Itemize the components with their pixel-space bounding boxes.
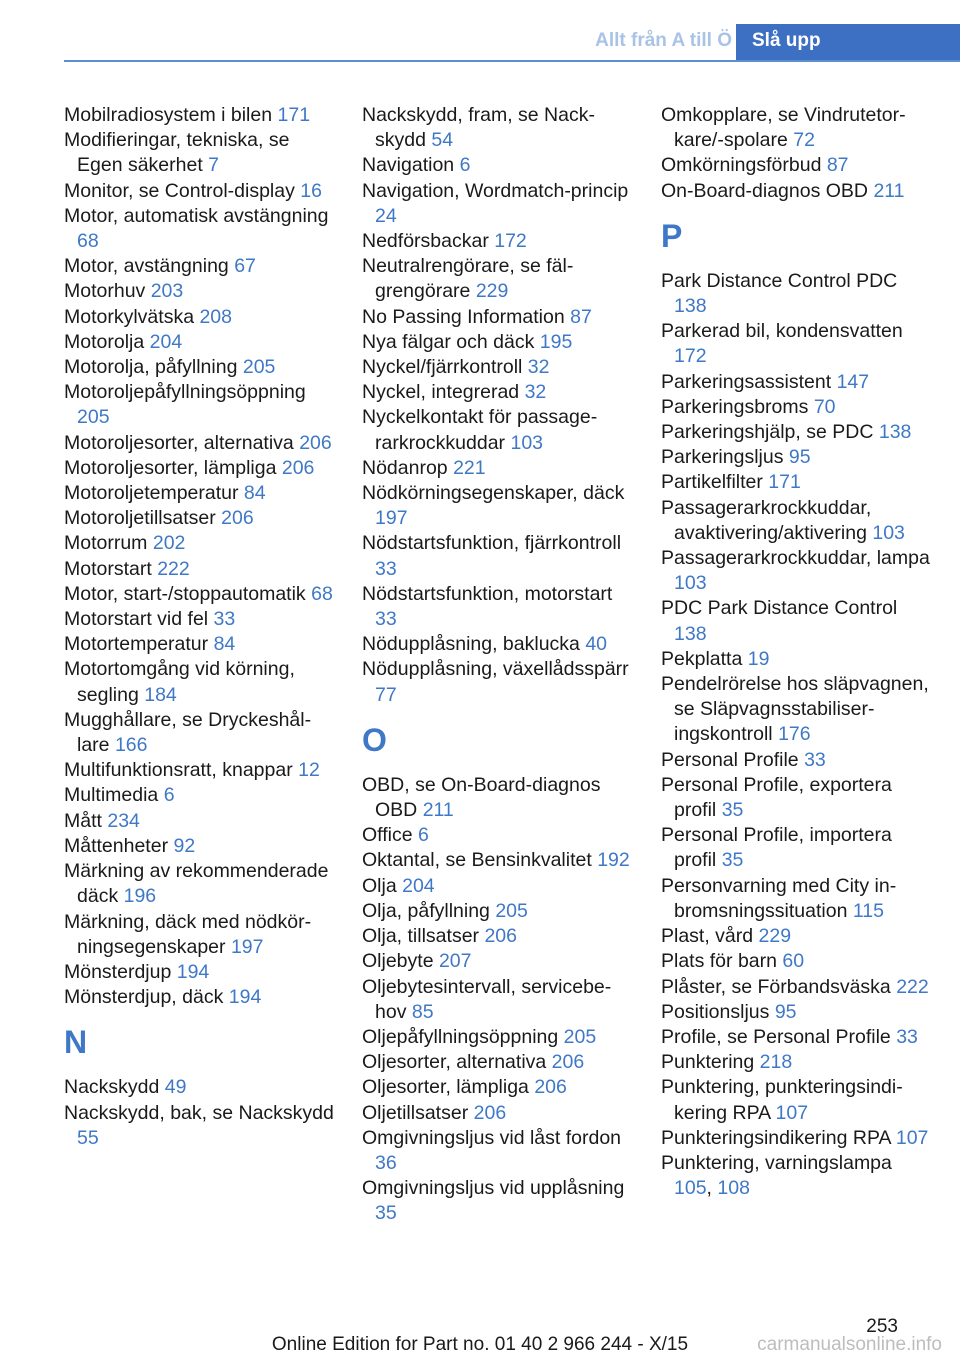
index-entry-term: Park Distance Control PDC	[661, 269, 898, 292]
index-entry-term: Nödstartsfunktion, fjärrkontroll	[362, 532, 622, 555]
index-entry	[362, 456, 632, 481]
index-entry-term: Motoroljetemperatur	[64, 482, 244, 505]
page-reference-link[interactable]: 147	[836, 370, 870, 393]
index-entry-term: Motorstart	[64, 557, 158, 580]
footer-edition: Online Edition for Part no. 01 40 2 966 244 - X/15	[271, 1334, 689, 1355]
page-reference-link[interactable]: 103	[872, 521, 905, 544]
index-entry	[64, 179, 334, 204]
index-entry-term: Plats för barn	[661, 950, 783, 973]
reference-separator: ,	[706, 1177, 718, 1200]
page-reference-link[interactable]: 16	[300, 179, 322, 202]
index-entry	[661, 1000, 931, 1025]
index-entry	[64, 531, 334, 556]
index-entry-term: Motorkylvätska	[64, 305, 200, 328]
page-reference-link[interactable]: 32	[527, 356, 550, 379]
index-entry	[64, 279, 334, 304]
page-reference-link[interactable]: 72	[793, 129, 815, 152]
index-entry	[661, 1050, 931, 1075]
index-entry	[362, 899, 632, 924]
index-entry	[661, 420, 931, 445]
index-entry-term: Märkning, däck med nödkörningsegenskaper	[64, 910, 312, 958]
index-entry	[64, 607, 334, 632]
index-entry	[362, 632, 632, 657]
page-reference-link[interactable]: 92	[173, 834, 196, 857]
index-entry-term: Parkeringshjälp, se PDC	[661, 421, 879, 444]
index-entry	[661, 269, 931, 319]
index-entry-term: Nackskydd, fram, se Nackskydd	[362, 104, 595, 152]
index-entry	[64, 834, 334, 859]
index-entry-term: Oljesorter, lämpliga	[362, 1076, 535, 1099]
index-entry	[64, 632, 334, 657]
index-entry-term: Motortemperatur	[64, 633, 214, 656]
index-entry-term: Motor, avstängning	[64, 255, 235, 278]
page-reference-link[interactable]: 166	[114, 734, 148, 757]
index-entry-term: Motortomgång vid körning, segling	[64, 658, 295, 706]
index-entry	[362, 582, 632, 632]
index-entry-term: Punktering	[661, 1051, 760, 1074]
page-reference-link[interactable]: 49	[164, 1076, 187, 1099]
index-entry-term: Oljebytesintervall, servicebehov	[362, 975, 612, 1023]
index-entry	[362, 1075, 632, 1100]
page-reference-link[interactable]: 19	[747, 647, 770, 670]
index-entry	[362, 1050, 632, 1075]
index-entry-term: Plåster, se Förbandsväska	[661, 975, 897, 998]
index-entry	[64, 708, 334, 758]
index-entry	[64, 103, 334, 128]
index-entry	[362, 1126, 632, 1176]
index-entry	[661, 647, 931, 672]
page-reference-link[interactable]: 203	[150, 280, 184, 303]
index-entry-term: Passagerarkrockkuddar, lampa	[661, 547, 930, 570]
index-entry-term: Motoroljepåfyllningsöppning	[64, 381, 306, 404]
index-entry	[64, 758, 334, 783]
index-entry	[64, 859, 334, 909]
index-column-1	[64, 103, 334, 1151]
page-reference-link[interactable]: 206	[299, 431, 332, 454]
index-entry-term: Neutralrengörare, se fälgrengörare	[362, 255, 574, 303]
page-reference-link[interactable]: 87	[570, 305, 592, 328]
index-entry	[362, 179, 632, 229]
index-entry	[64, 809, 334, 834]
page-reference-link[interactable]: 84	[213, 633, 236, 656]
page-reference-link[interactable]: 206	[484, 925, 517, 948]
index-entry-term: OBD, se On-Board-diagnos OBD	[362, 773, 601, 822]
page-reference-link[interactable]: 197	[230, 935, 264, 958]
index-entry-term: Motorrum	[64, 532, 153, 555]
page-reference-link[interactable]: 221	[453, 456, 486, 479]
page-reference-link[interactable]: 222	[157, 557, 190, 580]
index-entry-term: Omkopplare, se Vindrutetorkare/-spolare	[661, 104, 906, 152]
page-reference-link[interactable]: 205	[495, 899, 528, 922]
index-entry	[64, 985, 334, 1010]
index-entry-term: Multimedia	[64, 784, 164, 807]
index-entry-term: Modifieringar, tekniska, se Egen säkerhet	[64, 129, 290, 177]
index-entry	[64, 582, 334, 607]
page-reference-link[interactable]: 67	[234, 255, 256, 278]
index-entry-term: Punktering, varningslampa	[661, 1151, 892, 1174]
index-entry-term: Mugghållare, se Dryckeshållare	[64, 708, 312, 757]
page-reference-link[interactable]: 68	[77, 230, 99, 253]
index-entry	[362, 657, 632, 707]
index-entry	[661, 103, 931, 153]
page-reference-link[interactable]: 205	[563, 1025, 597, 1048]
index-entry-term: Nedförsbackar	[362, 230, 495, 253]
page-reference-link[interactable]: 12	[298, 759, 320, 782]
page-reference-link[interactable]: 138	[878, 421, 912, 444]
page-reference-link[interactable]: 24	[375, 204, 397, 227]
index-entry-term: Monitor, se Control-display	[64, 179, 301, 202]
page-reference-link[interactable]: 196	[123, 885, 157, 908]
index-entry-term: Nyckelkontakt för passagerarkrockkuddar	[362, 406, 598, 454]
page-reference-link[interactable]: 35	[721, 799, 744, 822]
page-reference-link[interactable]: 207	[438, 950, 472, 973]
page-reference-link[interactable]: 206	[534, 1076, 567, 1099]
index-entry-term: Nödupplåsning, växellådsspärr	[362, 658, 629, 681]
index-entry	[362, 481, 632, 531]
index-entry	[661, 1025, 931, 1050]
page-reference-link[interactable]: 202	[152, 532, 186, 555]
index-entry-term: Måttenheter	[64, 834, 174, 857]
index-letter-heading: N	[64, 1024, 88, 1061]
index-entry	[64, 783, 334, 808]
index-entry	[661, 823, 931, 873]
index-entry	[661, 1075, 931, 1125]
index-entry	[362, 380, 632, 405]
index-entry-term: Parkeringsbroms	[661, 395, 814, 418]
index-entry	[64, 380, 334, 430]
page-reference-link[interactable]: 172	[494, 230, 527, 253]
index-entry-term: Passagerarkrockkuddar, avaktivering/aktivering	[661, 496, 873, 544]
index-entry-term: Partikelfilter	[661, 471, 769, 494]
page-number: 253	[866, 1316, 898, 1337]
index-entry-term: Navigation, Wordmatch-princip	[362, 179, 629, 202]
index-entry-term: Navigation	[362, 154, 460, 177]
index-entry-term: Mått	[64, 809, 108, 832]
index-entry-term: Motorstart vid fel	[64, 608, 214, 631]
index-column-3	[661, 103, 931, 1201]
page-reference-link[interactable]: 87	[826, 154, 849, 177]
index-entry	[661, 975, 931, 1000]
index-entry-term: Parkeringsljus	[661, 446, 789, 469]
index-entry-term: Omgivningsljus vid låst fordon	[362, 1126, 622, 1149]
page-reference-link[interactable]: 211	[873, 179, 905, 202]
page-reference-link[interactable]: 85	[411, 1000, 434, 1023]
index-entry-term: Nödkörningsegenskaper, däck	[362, 482, 625, 505]
index-entry-term: Parkeringsassistent	[661, 370, 837, 393]
index-entry	[64, 456, 334, 481]
page-reference-link[interactable]: 35	[721, 849, 744, 872]
index-entry-term: Multifunktionsratt, knappar	[64, 759, 299, 782]
page-reference-link[interactable]: 68	[311, 582, 333, 605]
index-entry	[661, 445, 931, 470]
page-reference-link[interactable]: 192	[597, 849, 630, 872]
index-entry	[362, 1025, 632, 1050]
index-entry	[661, 496, 931, 546]
index-entry-term: Plast, vård	[661, 925, 759, 948]
page-reference-link[interactable]: 184	[144, 683, 177, 706]
index-entry	[64, 506, 334, 531]
page-reference-link[interactable]: 204	[149, 330, 183, 353]
index-entry	[64, 128, 334, 178]
index-entry	[64, 431, 334, 456]
index-entry-term: Nyckel/fjärrkontroll	[362, 356, 528, 379]
index-entry-term: Motoroljesorter, lämpliga	[64, 456, 282, 479]
index-entry	[661, 874, 931, 924]
index-entry-term: Olja, påfyllning	[362, 899, 496, 922]
page-reference-link[interactable]: 229	[475, 280, 509, 303]
page-reference-link[interactable]: 40	[585, 633, 608, 656]
index-entry	[64, 254, 334, 279]
index-entry	[362, 975, 632, 1025]
index-entry-term: Oljesorter, alternativa	[362, 1051, 552, 1074]
index-entry	[64, 557, 334, 582]
index-entry-term: Personvarning med City inbromsningssituation	[661, 874, 897, 922]
page-reference-link[interactable]: 77	[375, 683, 397, 706]
index-entry	[362, 103, 632, 153]
index-entry-term: Nya fälgar och däck	[362, 330, 540, 353]
page-reference-link[interactable]: 70	[813, 395, 836, 418]
page-reference-link[interactable]: 194	[176, 960, 210, 983]
index-entry-term: No Passing Information	[362, 305, 571, 328]
index-entry	[661, 748, 931, 773]
tab-lookup[interactable]: Slå upp	[736, 24, 960, 62]
index-entry	[661, 546, 931, 596]
index-entry	[362, 924, 632, 949]
page-reference-link[interactable]: 204	[402, 874, 435, 897]
index-entry-term: Mönsterdjup	[64, 960, 177, 983]
page-reference-link[interactable]: 194	[228, 986, 262, 1009]
page-reference-link[interactable]: 103	[674, 572, 707, 595]
page-reference-link[interactable]: 103	[510, 431, 544, 454]
page-reference-link[interactable]: 197	[375, 507, 408, 530]
index-entry-term: Omgivningsljus vid upplåsning	[362, 1177, 625, 1200]
index-entry-term: Pekplatta	[661, 647, 748, 670]
index-entry	[362, 874, 632, 899]
page-reference-link[interactable]: 36	[375, 1151, 397, 1174]
page-reference-link[interactable]: 171	[277, 104, 311, 126]
page-reference-link[interactable]: 105	[674, 1177, 707, 1200]
page-reference-link[interactable]: 205	[77, 406, 110, 429]
page-reference-link[interactable]: 229	[758, 925, 792, 948]
index-entry	[661, 470, 931, 495]
index-entry-term: Nödstartsfunktion, motorstart	[362, 582, 613, 605]
index-entry-term: Mönsterdjup, däck	[64, 986, 229, 1009]
page-reference-link[interactable]: 107	[775, 1101, 809, 1124]
page-reference-link[interactable]: 95	[774, 1000, 797, 1023]
index-entry	[362, 773, 632, 823]
index-entry-term: Parkerad bil, kondensvatten	[661, 320, 903, 343]
index-column-2	[362, 103, 632, 1227]
index-entry	[661, 924, 931, 949]
index-entry-term: Oljetillsatser	[362, 1101, 474, 1124]
index-entry-term: PDC Park Distance Control	[661, 597, 898, 620]
index-entry	[64, 481, 334, 506]
index-entry-term: Olja	[362, 874, 403, 897]
index-entry-term: Nackskydd, bak, se Nackskydd	[64, 1101, 334, 1124]
index-entry	[661, 596, 931, 646]
index-entry	[64, 910, 334, 960]
index-entry-term: Motoroljetillsatser	[64, 507, 222, 530]
index-entry	[64, 305, 334, 330]
page-reference-link[interactable]: 222	[896, 975, 929, 998]
index-entry	[362, 330, 632, 355]
index-entry	[64, 330, 334, 355]
page-reference-link[interactable]: 55	[77, 1126, 99, 1149]
index-entry	[661, 319, 931, 369]
page-reference-link[interactable]: 172	[674, 345, 707, 368]
index-entry-term: Personal Profile, exportera profil	[661, 773, 892, 822]
page-reference-link[interactable]: 205	[242, 356, 276, 379]
index-entry	[362, 254, 632, 304]
page-reference-link[interactable]: 32	[524, 381, 547, 404]
index-letter-heading: P	[661, 217, 683, 254]
page-reference-link[interactable]: 7	[208, 154, 220, 177]
index-entry	[362, 229, 632, 254]
page-reference-link[interactable]: 206	[221, 507, 254, 530]
index-entry	[661, 773, 931, 823]
index-entry	[362, 848, 632, 873]
index-entry-term: Mobilradiosystem i bilen	[64, 104, 278, 126]
index-entry	[362, 1101, 632, 1126]
page-reference-link[interactable]: 107	[895, 1126, 929, 1149]
index-entry	[362, 1176, 632, 1226]
index-entry	[661, 395, 931, 420]
index-entry-term: Office	[362, 824, 418, 847]
page-reference-link[interactable]: 33	[375, 608, 397, 631]
page-reference-link[interactable]: 208	[199, 305, 232, 328]
index-entry	[661, 949, 931, 974]
page-reference-link[interactable]: 33	[896, 1025, 918, 1048]
index-entry-term: Motor, automatisk avstängning	[64, 204, 329, 227]
page-reference-link[interactable]: 95	[788, 446, 811, 469]
header-divider	[64, 60, 960, 62]
index-entry	[64, 1075, 334, 1100]
index-entry-term: Nödupplåsning, baklucka	[362, 633, 586, 656]
index-entry-term: Oktantal, se Bensinkvalitet	[362, 849, 598, 872]
index-entry-term: Nackskydd	[64, 1076, 165, 1099]
index-entry	[362, 305, 632, 330]
page-reference-link[interactable]: 138	[674, 295, 707, 318]
index-entry	[661, 672, 931, 748]
page-reference-link[interactable]: 171	[768, 471, 801, 494]
page-reference-link[interactable]: 84	[243, 482, 266, 505]
page-reference-link[interactable]: 60	[782, 950, 805, 973]
index-entry-term: Punkteringsindikering RPA	[661, 1126, 896, 1149]
index-entry-term: Positionsljus	[661, 1000, 775, 1023]
index-entry	[362, 355, 632, 380]
page-reference-link[interactable]: 218	[759, 1051, 793, 1074]
page-reference-link[interactable]: 206	[473, 1101, 507, 1124]
index-entry	[64, 1101, 334, 1151]
index-entry-term: Pendelrörelse hos släpvagnen, se Släpvagnsstabiliseringskontroll	[661, 673, 929, 746]
index-entry-term: Motorolja, påfyllning	[64, 356, 243, 379]
index-entry-term: Personal Profile	[661, 748, 805, 771]
index-entry-term: Nödanrop	[362, 456, 454, 479]
index-entry	[64, 355, 334, 380]
page-reference-link[interactable]: 33	[375, 557, 397, 580]
index-entry-term: Motorhuv	[64, 280, 151, 303]
index-entry	[661, 1126, 931, 1151]
index-entry-term: Oljepåfyllningsöppning	[362, 1025, 564, 1048]
page-reference-link[interactable]: 234	[107, 809, 140, 832]
page-reference-link[interactable]: 115	[852, 899, 884, 922]
index-entry-term: Personal Profile, importera profil	[661, 824, 892, 872]
page-reference-link[interactable]: 108	[717, 1177, 750, 1200]
page-reference-link[interactable]: 6	[163, 784, 175, 807]
page-reference-link[interactable]: 195	[539, 330, 573, 353]
page-reference-link[interactable]: 206	[281, 456, 315, 479]
index-entry	[661, 179, 931, 204]
page-reference-link[interactable]: 206	[551, 1051, 585, 1074]
index-entry	[362, 531, 632, 581]
page-reference-link[interactable]: 211	[422, 799, 454, 822]
index-entry	[362, 949, 632, 974]
index-entry	[362, 405, 632, 455]
index-entry-term: Märkning av rekommenderade däck	[64, 860, 329, 908]
page-reference-link[interactable]: 33	[804, 748, 826, 771]
index-entry	[661, 1151, 931, 1201]
page-reference-link[interactable]: 6	[459, 154, 471, 177]
index-entry-term: Motorolja	[64, 330, 150, 353]
index-entry	[64, 204, 334, 254]
page-header	[64, 24, 960, 62]
page-reference-link[interactable]: 33	[213, 608, 236, 631]
index-entry	[661, 370, 931, 395]
index-entry-term: Oljebyte	[362, 950, 439, 973]
index-entry-term: Omkörningsförbud	[661, 154, 827, 177]
index-entry	[362, 153, 632, 178]
watermark: carmanualsonline.info	[757, 1334, 942, 1355]
index-entry	[64, 960, 334, 985]
index-entry-term: Nyckel, integrerad	[362, 381, 525, 404]
breadcrumb-a-to-z[interactable]: Allt från A till Ö	[595, 30, 732, 51]
index-entry-term: Olja, tillsatser	[362, 925, 485, 948]
page-reference-link[interactable]: 6	[418, 824, 429, 847]
page-reference-link[interactable]: 176	[778, 723, 811, 746]
index-entry	[661, 153, 931, 178]
page-reference-link[interactable]: 35	[375, 1202, 397, 1225]
index-entry-term: Punktering, punkteringsindikering RPA	[661, 1076, 903, 1124]
index-letter-heading: O	[362, 721, 387, 758]
page-reference-link[interactable]: 138	[674, 622, 707, 645]
page-reference-link[interactable]: 54	[431, 129, 454, 152]
index-entry	[362, 823, 632, 848]
index-entry-term: Motor, start-/stoppautomatik	[64, 582, 312, 605]
index-entry	[64, 657, 334, 707]
index-entry-term: On-Board-diagnos OBD	[661, 179, 874, 202]
index-entry-term: Profile, se Personal Profile	[661, 1025, 897, 1048]
index-entry-term: Motoroljesorter, alternativa	[64, 431, 300, 454]
